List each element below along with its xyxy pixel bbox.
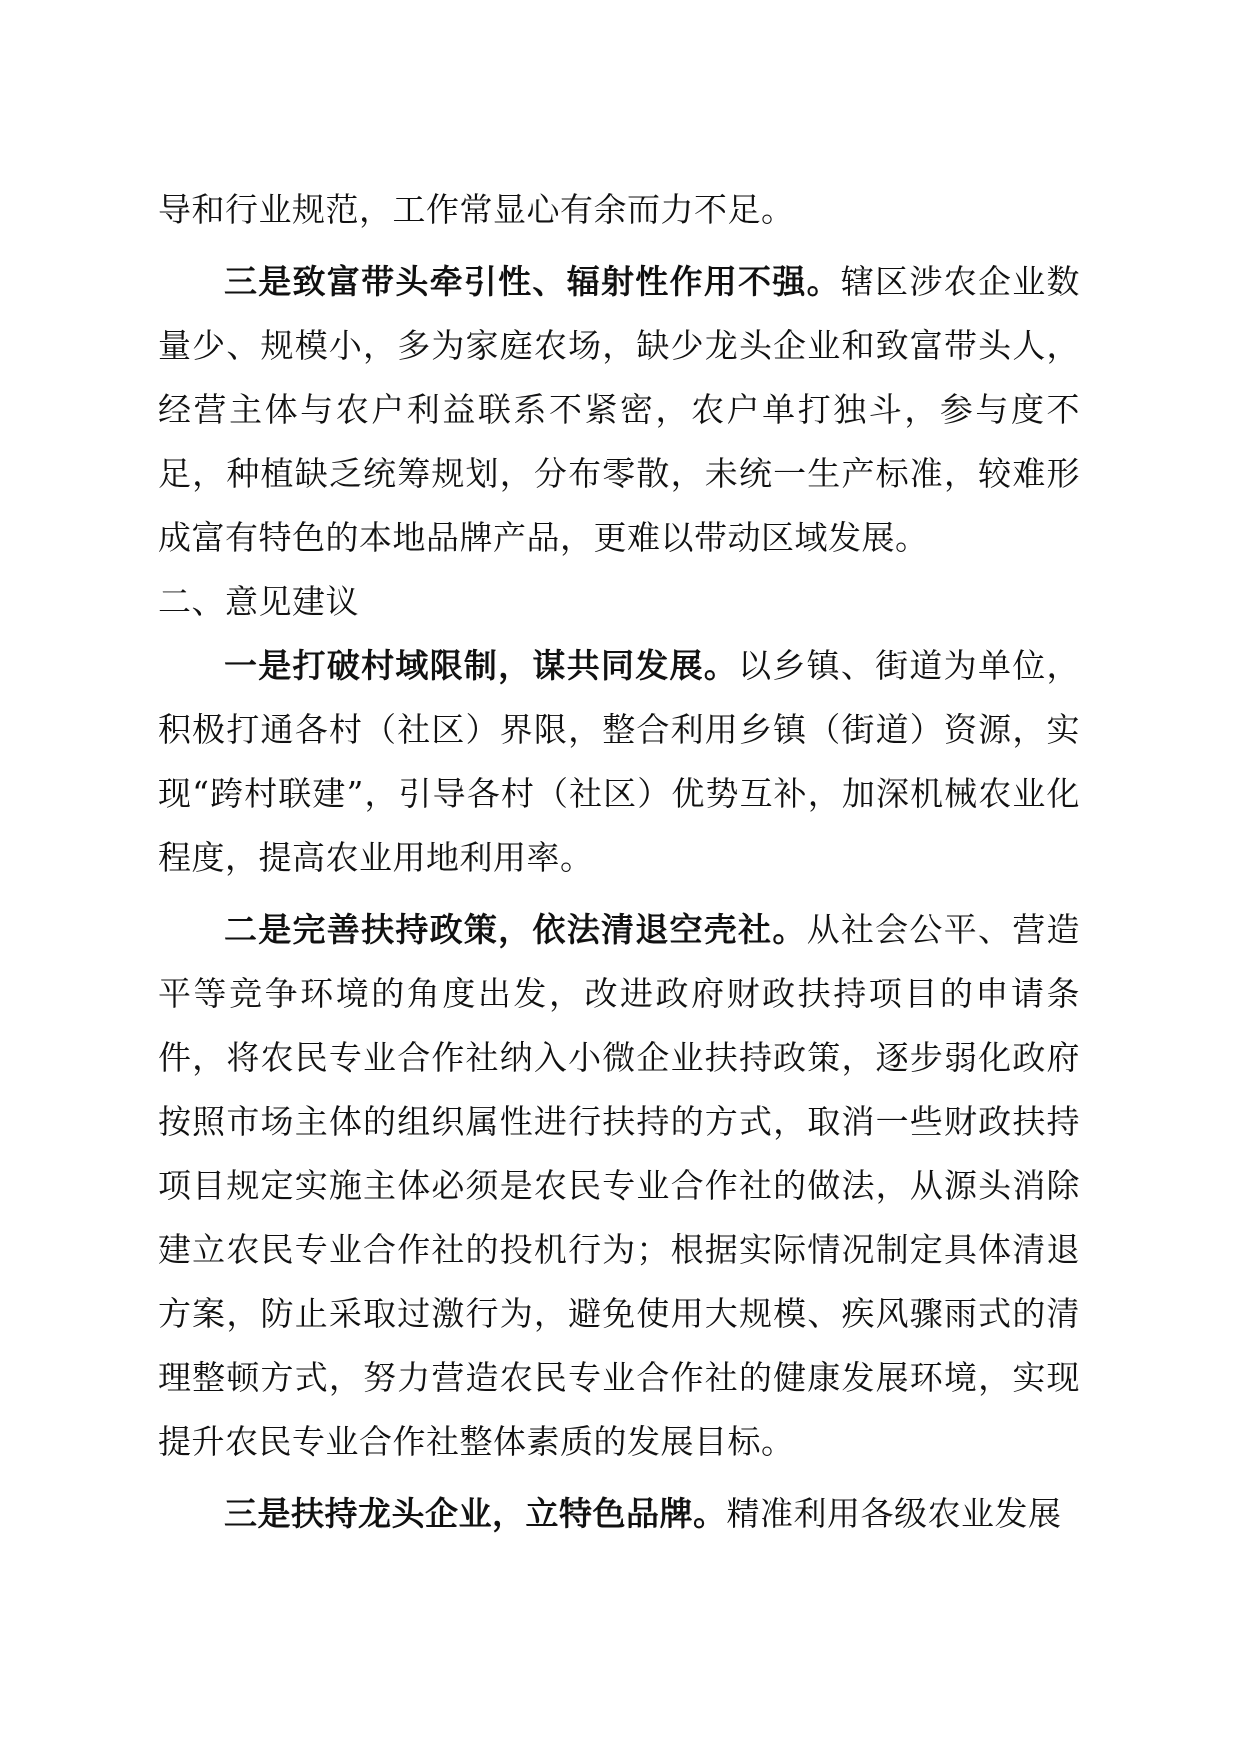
continuation-text: 导和行业规范，工作常显心有余而力不足。	[158, 190, 795, 229]
problem-3-body: 辖区涉农企业数量少、规模小，多为家庭农场，缺少龙头企业和致富带头人，经营主体与农户利益联系不紧密，农户单打独斗，参与度不足，种植缺乏统筹规划，分布零散，未统一生产标准，较难形成富有特色的本地品牌产品，更难以带动区域发展。	[158, 262, 1081, 557]
problem-3-lead: 三是致富带头牵引性、辐射性作用不强。	[224, 262, 841, 301]
suggestion-2-lead: 二是完善扶持政策，依法清退空壳社。	[224, 910, 807, 949]
suggestion-1-paragraph	[158, 634, 1080, 890]
suggestion-2-body: 从社会公平、营造平等竞争环境的角度出发，改进政府财政扶持项目的申请条件，将农民专业合作社纳入小微企业扶持政策，逐步弱化政府按照市场主体的组织属性进行扶持的方式，取消一些财政扶持项目规定实施主体必须是农民专业合作社的做法，从源头消除建立农民专业合作社的投机行为；根据实际情况制定具体清退方案，防止采取过激行为，避免使用大规模、疾风骤雨式的清理整顿方式，努力营造农民专业合作社的健康发展环境，实现提升农民专业合作社整体素质的发展目标。	[158, 910, 1081, 1461]
section-heading-suggestions: 二、意见建议	[158, 582, 359, 621]
suggestion-3-lead: 三是扶持龙头企业，立特色品牌。	[224, 1494, 727, 1533]
suggestion-2-paragraph	[158, 898, 1080, 1474]
problem-3-paragraph	[158, 250, 1080, 570]
document-body	[158, 178, 1080, 1546]
suggestion-3-body: 精准利用各级农业发展	[726, 1494, 1062, 1533]
continuation-paragraph	[158, 178, 1080, 242]
suggestion-1-lead: 一是打破村域限制，谋共同发展。	[224, 646, 739, 685]
suggestion-1-body: 以乡镇、街道为单位，积极打通各村（社区）界限，整合利用乡镇（街道）资源，实现“跨村联建”，引导各村（社区）优势互补，加深机械农业化程度，提高农业用地利用率。	[158, 646, 1081, 877]
suggestion-3-paragraph	[158, 1482, 1080, 1546]
